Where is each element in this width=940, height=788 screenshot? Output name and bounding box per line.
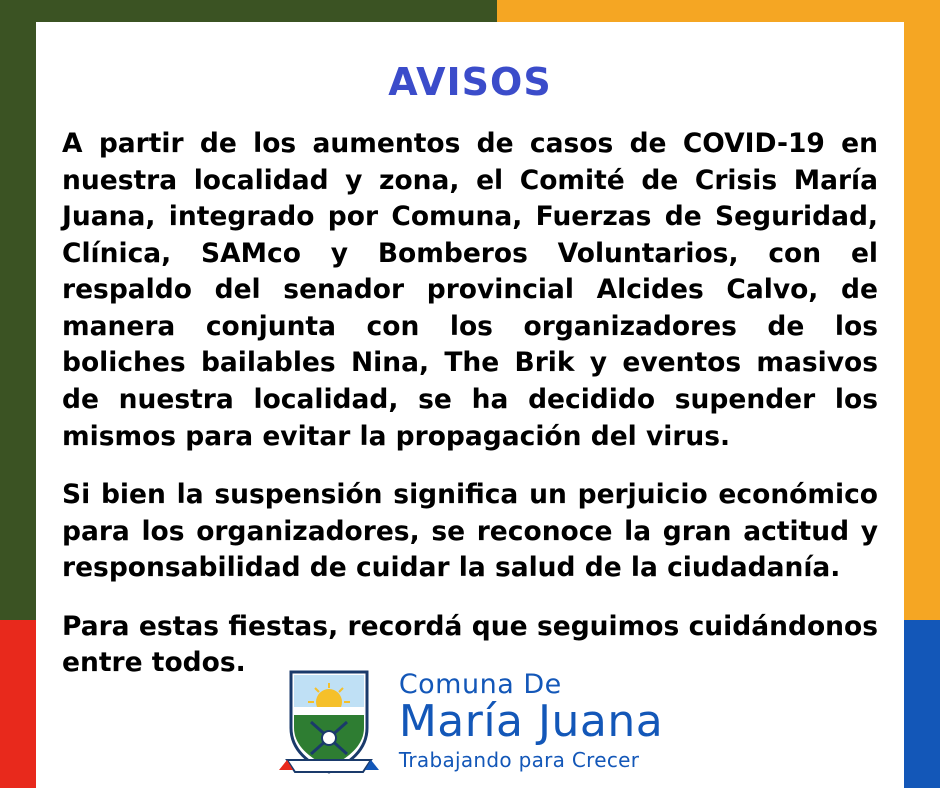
announcement-paragraph-3: Para estas fiestas, recordá que seguimos cuidándonos entre todos.	[62, 610, 878, 679]
comuna-logo	[36, 662, 904, 778]
logo-tagline: Trabajando para Crecer	[398, 747, 640, 772]
announcement-paragraph-1: A partir de los aumentos de casos de COVID-19 en nuestra localidad y zona, el Comité de Crisis María Juana, integrado por Comuna, Fuerzas de Seguridad, Clínica, SAMco y Bomberos Voluntarios, con el respaldo del senador provincial Alcides Calvo, de manera conjunta con los organizadores de los boliches bailables Nina, The Brik y eventos masivos de nuestra localidad, se ha decidido supender los mismos para evitar la propagación del virus.	[62, 128, 878, 452]
logo-line-comuna-de: Comuna De	[398, 668, 562, 700]
logo-line-maria-juana: María Juana	[398, 695, 664, 747]
coat-of-arms-icon	[277, 662, 381, 778]
logo-wordmark	[398, 668, 664, 772]
page-title: AVISOS	[388, 60, 552, 104]
decor-block-green-top	[0, 0, 497, 22]
announcement-paragraph-2: Si bien la suspensión significa un perjuicio económico para los organizadores, se reconoce la gran actitud y responsabilidad de cuidar la salud de la ciudadanía.	[62, 479, 878, 584]
announcement-card	[36, 22, 904, 788]
decor-block-orange-right	[904, 0, 940, 620]
decor-block-orange-top	[497, 0, 940, 22]
decor-block-green-left	[0, 0, 36, 620]
